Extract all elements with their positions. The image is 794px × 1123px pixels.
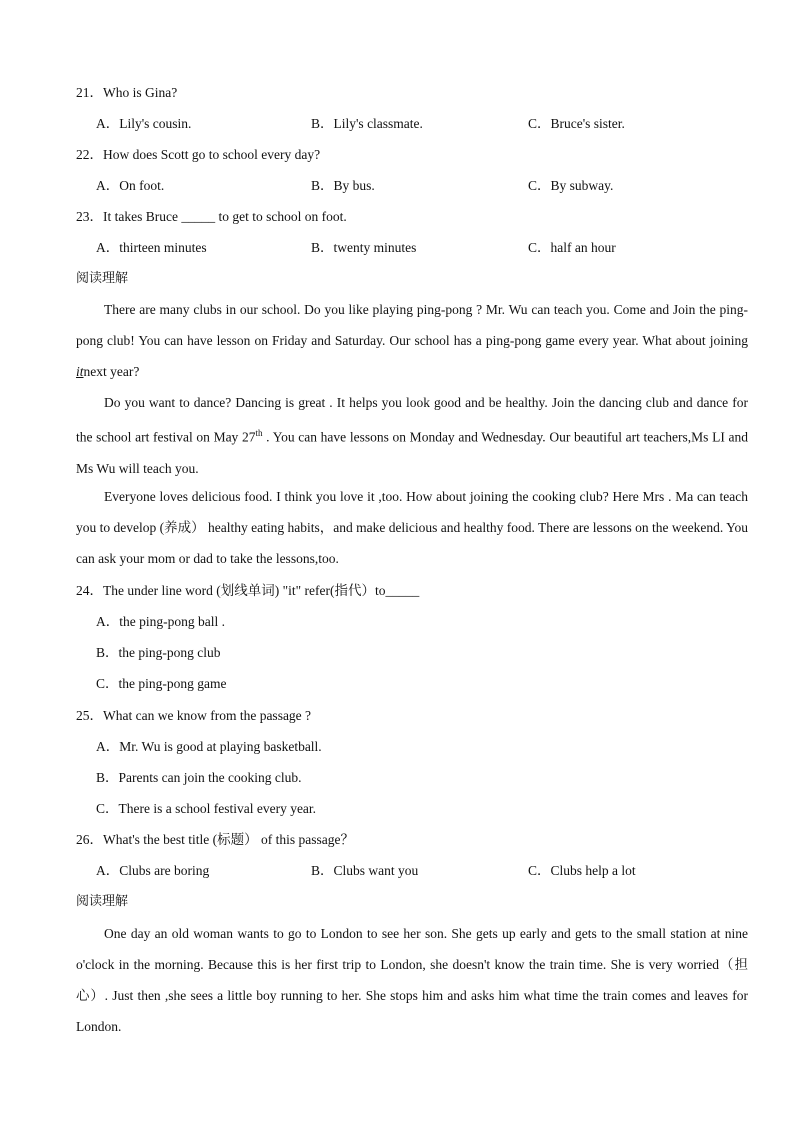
paragraph-1-text-end: next year? bbox=[83, 364, 140, 379]
question-24-option-c: C．the ping-pong game bbox=[96, 676, 227, 691]
question-24-stem: 24．The under line word (划线单词) "it" refer(指代）to_____ bbox=[76, 583, 420, 598]
passage-paragraph-1 bbox=[76, 294, 748, 387]
question-22-stem: 22．How does Scott go to school every day? bbox=[76, 147, 321, 162]
superscript-th: th bbox=[255, 428, 263, 438]
underlined-word-it: it bbox=[76, 364, 84, 379]
question-26-stem: 26．What's the best title (标题） of this passage？ bbox=[76, 832, 355, 847]
question-24-option-b: B．the ping-pong club bbox=[96, 645, 221, 660]
question-26-option-b: B．Clubs want you bbox=[311, 863, 419, 878]
question-25-option-c: C．There is a school festival every year. bbox=[96, 801, 317, 816]
paragraph-2-text-end: . You can have lessons on Monday and Wednesday. Our beautiful art teachers,Ms LI and Ms Wu will teach you. bbox=[76, 429, 748, 476]
question-23-option-a: A．thirteen minutes bbox=[96, 240, 207, 255]
question-22-option-c: C．By subway. bbox=[528, 178, 614, 193]
question-25-option-b: B．Parents can join the cooking club. bbox=[96, 770, 302, 785]
passage-paragraph-2 bbox=[76, 387, 748, 484]
passage-paragraph-4: One day an old woman wants to go to London to see her son. She gets up early and gets to the small station at nine o'clock in the morning. Because this is her first trip to London, she doesn't know the train time. She is very worried（担心）. Just then ,she sees a little boy running to her. She stops him and asks him what time the train comes and leaves for London. bbox=[76, 926, 748, 1034]
question-21-option-a: A．Lily's cousin. bbox=[96, 116, 192, 131]
question-26-option-a: A．Clubs are boring bbox=[96, 863, 210, 878]
question-21-option-b: B．Lily's classmate. bbox=[311, 116, 423, 131]
question-23-option-b: B．twenty minutes bbox=[311, 240, 417, 255]
question-21-option-c: C．Bruce's sister. bbox=[528, 116, 625, 131]
question-23-stem: 23．It takes Bruce _____ to get to school on foot. bbox=[76, 209, 347, 224]
paragraph-2-text: Do you want to dance? Dancing is great . It helps you look good and be healthy. Join the dancing club and dance for the school art festival on May 27 bbox=[76, 395, 748, 445]
question-23-option-c: C．half an hour bbox=[528, 240, 616, 255]
question-22-option-b: B．By bus. bbox=[311, 178, 375, 193]
question-24-option-a: A．the ping-pong ball . bbox=[96, 614, 225, 629]
question-22-option-a: A．On foot. bbox=[96, 178, 165, 193]
question-25-option-a: A．Mr. Wu is good at playing basketball. bbox=[96, 739, 322, 754]
question-26-option-c: C．Clubs help a lot bbox=[528, 863, 636, 878]
question-21-stem: 21．Who is Gina? bbox=[76, 85, 178, 100]
paragraph-1-text: There are many clubs in our school. Do you like playing ping-pong ? Mr. Wu can teach you. Come and Join the ping-pong club! You can have lesson on Friday and Saturday. Our school has a ping-pong game every year. What about joining bbox=[76, 302, 748, 348]
passage-paragraph-3: Everyone loves delicious food. I think you love it ,too. How about joining the cooking club? Here Mrs . Ma can teach you to develop (养成） healthy eating habits，and make delicious and healthy food. There are lessons on the weekend. You can ask your mom or dad to take the lessons,too. bbox=[76, 489, 748, 566]
section-heading-reading-2: 阅读理解 bbox=[76, 894, 129, 909]
section-heading-reading: 阅读理解 bbox=[76, 271, 129, 286]
question-25-stem: 25．What can we know from the passage ? bbox=[76, 708, 312, 723]
